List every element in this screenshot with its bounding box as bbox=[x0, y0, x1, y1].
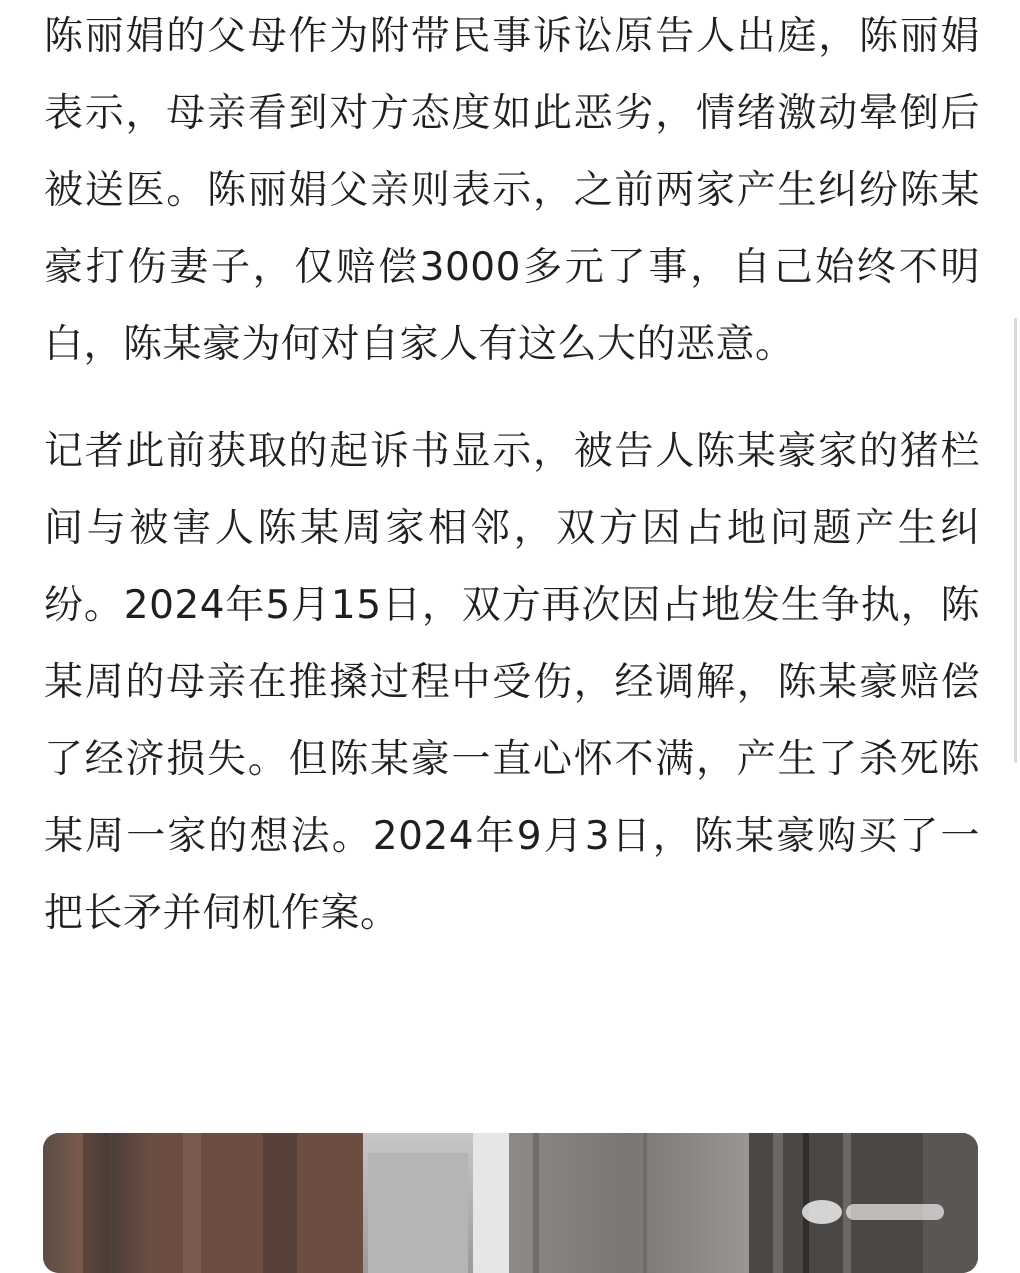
article-paragraph-2: 记者此前获取的起诉书显示，被告人陈某豪家的猪栏间与被害人陈某周家相邻，双方因占地问题产生纠纷。2024年5月15日，双方再次因占地发生争执，陈某周的母亲在推搡过程中受伤，经调解，陈某豪赔偿了经济损失。但陈某豪一直心怀不满，产生了杀死陈某周一家的想法。2024年9月3日，陈某豪购买了一把长矛并伺机作案。 bbox=[44, 429, 980, 936]
news-photo[interactable] bbox=[43, 1133, 978, 1273]
scrollbar[interactable] bbox=[1014, 318, 1017, 763]
article-body bbox=[44, 0, 980, 952]
watermark-logo bbox=[800, 1195, 950, 1229]
article-paragraph-1: 陈丽娟的父母作为附带民事诉讼原告人出庭，陈丽娟表示，母亲看到对方态度如此恶劣，情绪激动晕倒后被送医。陈丽娟父亲则表示，之前两家产生纠纷陈某豪打伤妻子，仅赔偿3000多元了事，自己始终不明白，陈某豪为何对自家人有这么大的恶意。 bbox=[44, 14, 980, 367]
